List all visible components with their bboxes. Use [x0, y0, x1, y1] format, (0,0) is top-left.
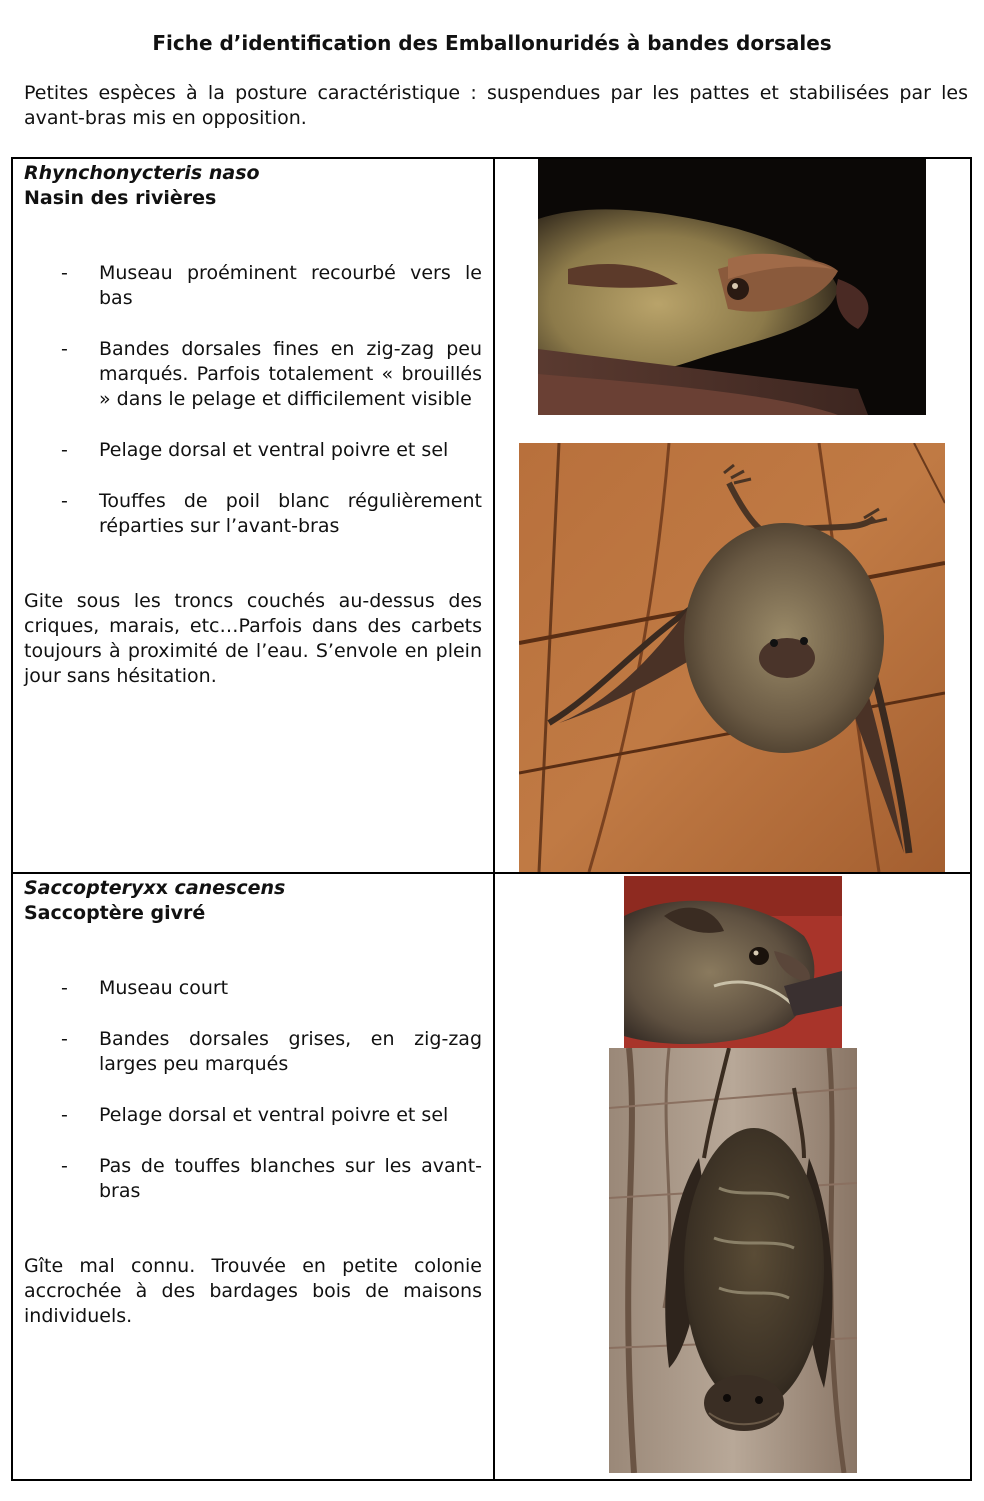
list-item: - Pelage dorsal et ventral poivre et sel: [61, 1104, 449, 1126]
species-table: [11, 157, 972, 1481]
species-1-roosting-photo: [519, 443, 945, 872]
list-item: - Bandes dorsales fines en zig-zag peu marqués. Parfois totalement « brouillés » dans le pelage et difficilement visible: [61, 338, 482, 410]
list-item: - Touffes de poil blanc régulièrement réparties sur l’avant-bras: [61, 490, 482, 537]
species-1-common-name: Nasin des rivières: [24, 187, 217, 209]
species-1-feature-list: [24, 261, 482, 539]
species-2-habitat: Gîte mal connu. Trouvée en petite colonie accrochée à des bardages bois de maisons individuels.: [24, 1255, 482, 1327]
row-divider: [13, 872, 970, 874]
species-2-description: [24, 876, 482, 1329]
list-item: - Museau proéminent recourbé vers le bas: [61, 262, 482, 309]
list-item: - Pelage dorsal et ventral poivre et sel: [61, 439, 449, 461]
species-2-roosting-photo: [609, 1048, 857, 1473]
list-item: - Bandes dorsales grises, en zig-zag larges peu marqués: [61, 1028, 482, 1075]
list-item: - Pas de touffes blanches sur les avant-bras: [61, 1155, 482, 1202]
species-2-scientific-name: Saccopteryxx canescens: [24, 877, 286, 899]
species-1-head-photo: [538, 159, 926, 415]
species-1-scientific-name: Rhynchonycteris naso: [24, 162, 260, 184]
species-2-feature-list: [24, 976, 482, 1204]
intro-paragraph: Petites espèces à la posture caractéristique : suspendues par les pattes et stabilisées par les avant-bras mis en opposition.: [24, 82, 968, 129]
species-2-common-name: Saccoptère givré: [24, 902, 206, 924]
column-divider: [493, 159, 495, 1479]
list-item: - Museau court: [61, 977, 229, 999]
species-1-description: [24, 161, 482, 689]
species-2-head-photo: [624, 876, 842, 1048]
species-1-habitat: Gite sous les troncs couchés au-dessus des criques, marais, etc…Parfois dans des carbets toujours à proximité de l’eau. S’envole en plein jour sans hésitation.: [24, 590, 482, 687]
page-title: Fiche d’identification des Emballonuridés à bandes dorsales: [152, 31, 832, 55]
